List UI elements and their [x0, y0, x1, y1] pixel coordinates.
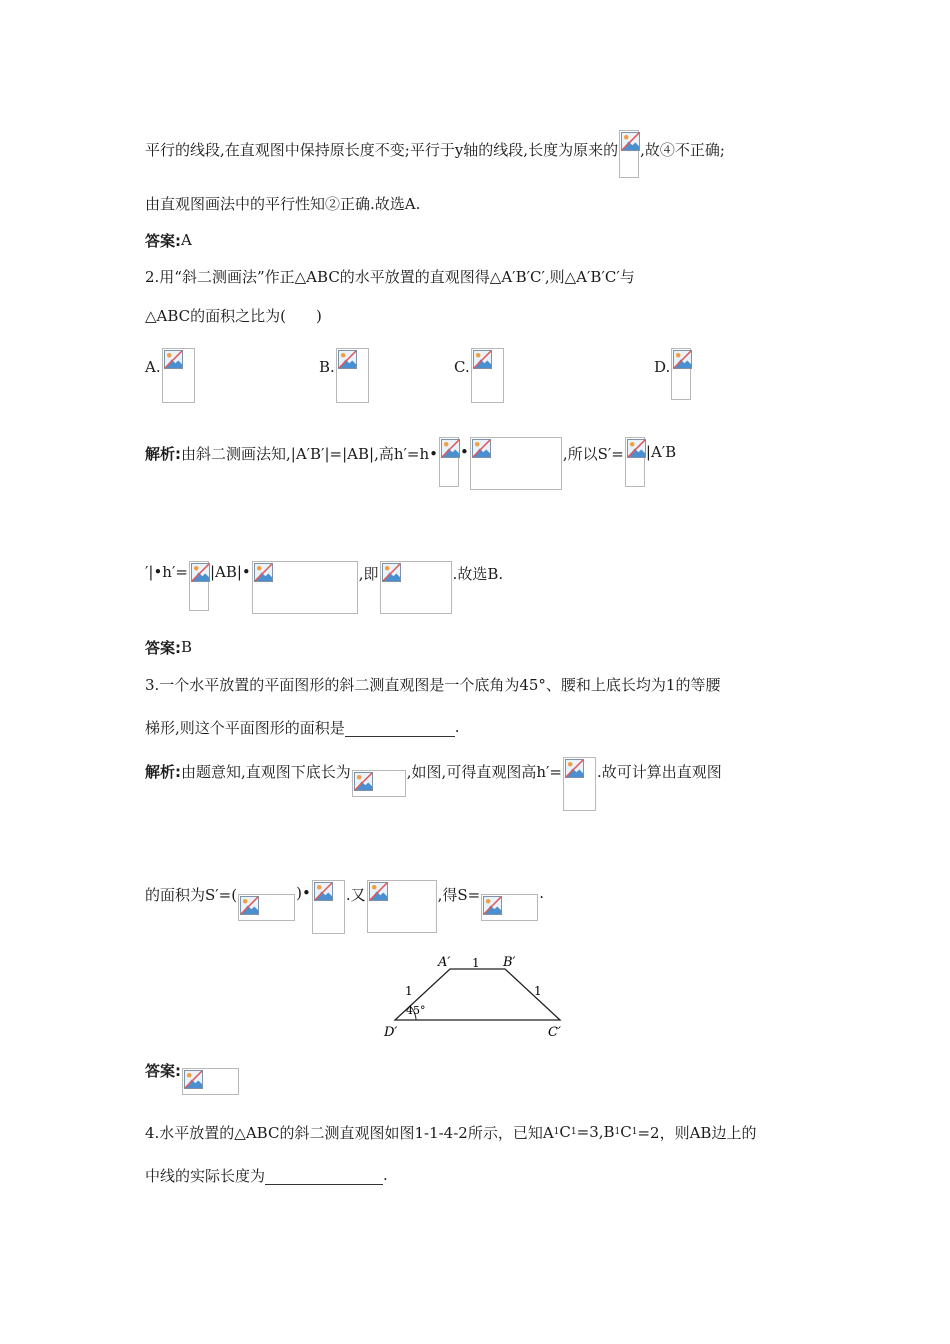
text: ,故④不正确; — [640, 140, 725, 159]
formula-image-icon — [563, 757, 596, 811]
text: )• — [296, 884, 311, 902]
answer-blank[interactable] — [265, 1166, 383, 1185]
vertex-b-label: B′ — [503, 955, 516, 970]
analysis-label: 解析: — [145, 763, 181, 781]
formula-image-icon — [252, 561, 358, 614]
option-a[interactable] — [145, 348, 196, 403]
answer-label: 答案: — [145, 231, 181, 250]
text: 由斜二测画法知,|A′B′|=|AB|,高h′=h• — [181, 445, 438, 463]
subscript: 1 — [614, 1127, 621, 1137]
question-line — [145, 300, 322, 330]
vertex-c-label: C′ — [548, 1025, 561, 1040]
question-line — [145, 1117, 756, 1147]
option-label: D. — [654, 358, 671, 376]
text: 由题意知,直观图下底长为 — [181, 763, 351, 781]
paragraph-line — [145, 188, 420, 218]
analysis-line — [145, 757, 722, 813]
answer-value: A — [181, 231, 192, 249]
text: ′|•h′= — [145, 563, 188, 581]
option-label: B. — [319, 358, 335, 376]
text: 由直观图画法中的平行性知②正确.故选A. — [145, 194, 421, 213]
formula-image-icon — [625, 437, 645, 487]
answer-label: 答案: — [145, 638, 181, 657]
option-b[interactable] — [319, 348, 370, 403]
angle-label: 45° — [406, 1004, 426, 1017]
formula-image-icon — [439, 437, 459, 487]
left-side-label: 1 — [405, 984, 413, 998]
question-text: =2，则AB边上的 — [637, 1123, 757, 1142]
vertex-d-label: D′ — [384, 1025, 398, 1040]
text: |A′B — [645, 443, 677, 461]
text: ,所以S′= — [562, 445, 624, 463]
text: .又 — [345, 886, 366, 904]
option-image-icon — [671, 348, 691, 400]
answer-line — [145, 225, 192, 255]
text: . — [539, 884, 544, 902]
question-line — [145, 1160, 388, 1190]
analysis-line — [145, 880, 544, 936]
question-text: 3.一个水平放置的平面图形的斜二测直观图是一个底角为45°、腰和上底长均为1的等腰 — [145, 675, 721, 694]
question-text: 梯形,则这个平面图形的面积是 — [145, 718, 345, 737]
formula-image-icon — [470, 437, 562, 490]
analysis-label: 解析: — [145, 445, 181, 463]
question-text: C — [620, 1123, 632, 1141]
answer-value: B — [181, 638, 193, 656]
analysis-line — [145, 437, 676, 491]
text: ,得S= — [437, 886, 481, 904]
subscript: 1 — [631, 1127, 638, 1137]
option-image-icon — [336, 348, 369, 403]
analysis-line — [145, 561, 503, 615]
text: ,即 — [358, 565, 379, 583]
formula-image-icon — [481, 894, 538, 921]
text: |AB|• — [209, 563, 251, 581]
question-text: 中线的实际长度为 — [145, 1166, 266, 1185]
question-line — [145, 261, 635, 291]
text: .故选B. — [452, 565, 504, 583]
answer-line — [145, 632, 192, 662]
text: 的面积为S′=( — [145, 886, 238, 904]
answer-blank[interactable] — [345, 718, 455, 737]
option-label: A. — [145, 358, 161, 376]
text: 平行的线段,在直观图中保持原长度不变;平行于y轴的线段,长度为原来的 — [145, 140, 619, 159]
option-d[interactable] — [654, 348, 692, 400]
formula-image-icon — [182, 1068, 239, 1095]
formula-image-icon — [619, 130, 639, 178]
question-text: =3,B — [576, 1123, 615, 1141]
text: . — [454, 718, 460, 736]
subscript: 1 — [570, 1127, 577, 1137]
text: • — [460, 443, 469, 461]
trapezoid-figure — [380, 950, 580, 1042]
right-side-label: 1 — [534, 984, 542, 998]
question-text: 4.水平放置的△ABC的斜二测直观图如图1-1-4-2所示，已知A — [145, 1123, 554, 1142]
question-line — [145, 712, 460, 742]
question-line — [145, 669, 720, 699]
option-label: C. — [454, 358, 470, 376]
answer-label: 答案: — [145, 1062, 181, 1080]
text: ,如图,可得直观图高h′= — [406, 763, 562, 781]
formula-image-icon — [367, 880, 437, 933]
subscript: 1 — [553, 1127, 560, 1137]
vertex-a-label: A′ — [438, 955, 451, 970]
formula-image-icon — [238, 894, 295, 921]
paragraph-line — [145, 134, 725, 164]
top-side-label: 1 — [472, 956, 480, 970]
answer-line — [145, 1058, 240, 1098]
text: .故可计算出直观图 — [596, 763, 722, 781]
text: . — [383, 1166, 388, 1184]
option-image-icon — [162, 348, 195, 403]
formula-image-icon — [189, 561, 209, 611]
option-c[interactable] — [454, 348, 505, 403]
question-text: 2.用“斜二测画法”作正△ABC的水平放置的直观图得△A′B′C′,则△A′B′C′与 — [145, 267, 635, 286]
formula-image-icon — [312, 880, 345, 934]
question-text: △ABC的面积之比为( ) — [145, 306, 322, 325]
formula-image-icon — [380, 561, 452, 614]
formula-image-icon — [352, 770, 406, 797]
option-image-icon — [471, 348, 504, 403]
question-text: C — [559, 1123, 571, 1141]
